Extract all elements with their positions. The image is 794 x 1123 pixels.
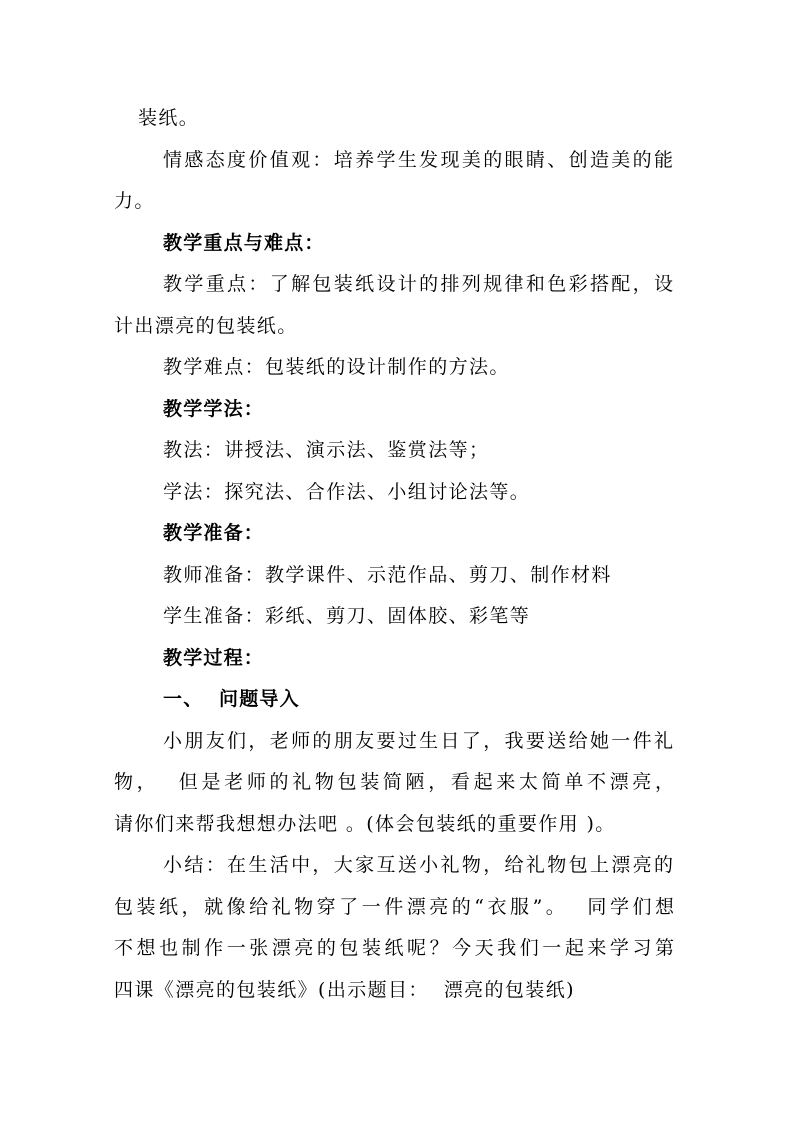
text-line-intro-3: 请你们来帮我想想办法吧 。(体会包装纸的重要作用 )。 xyxy=(114,813,616,835)
text-line-summary-2: 包装纸，就像给礼物穿了一件漂亮的“衣服”。 同学们想 xyxy=(114,896,674,918)
text-line-student-prep: 学生准备：彩纸、剪刀、固体胶、彩笔等 xyxy=(163,605,531,627)
text-line-teacher-prep: 教师准备：教学课件、示范作品、剪刀、制作材料 xyxy=(163,564,612,586)
text-line-intro-2: 物， 但是老师的礼物包装简陋，看起来太简单不漂亮， xyxy=(114,771,674,793)
text-line-key-point: 教学重点：了解包装纸设计的排列规律和色彩搭配，设 xyxy=(163,273,673,295)
text-line-difficulty: 教学难点：包装纸的设计制作的方法。 xyxy=(163,356,510,378)
text-line-continuation: 装纸。 xyxy=(138,107,200,129)
heading-intro: 一、 问题导入 xyxy=(163,688,300,710)
text-line-summary-3: 不想也制作一张漂亮的包装纸呢？今天我们一起来学习第 xyxy=(114,937,674,959)
heading-preparation: 教学准备： xyxy=(163,522,265,544)
text-line-emotion-goal: 情感态度价值观：培养学生发现美的眼睛、创造美的能 xyxy=(163,149,673,171)
text-line-summary-4: 四课《漂亮的包装纸》(出示题目： 漂亮的包装纸) xyxy=(114,979,575,1001)
text-line-summary-1: 小结：在生活中，大家互送小礼物，给礼物包上漂亮的 xyxy=(163,854,673,876)
text-line-teaching-method: 教法：讲授法、演示法、鉴赏法等； xyxy=(163,439,490,461)
heading-key-points: 教学重点与难点： xyxy=(163,232,325,254)
text-line-intro-1: 小朋友们，老师的朋友要过生日了，我要送给她一件礼 xyxy=(163,730,673,752)
heading-methods: 教学学法： xyxy=(163,398,265,420)
text-line-emotion-goal-end: 力。 xyxy=(114,190,155,212)
heading-process: 教学过程： xyxy=(163,647,265,669)
text-line-learning-method: 学法：探究法、合作法、小组讨论法等。 xyxy=(163,481,531,503)
text-line-key-point-end: 计出漂亮的包装纸。 xyxy=(114,315,298,337)
